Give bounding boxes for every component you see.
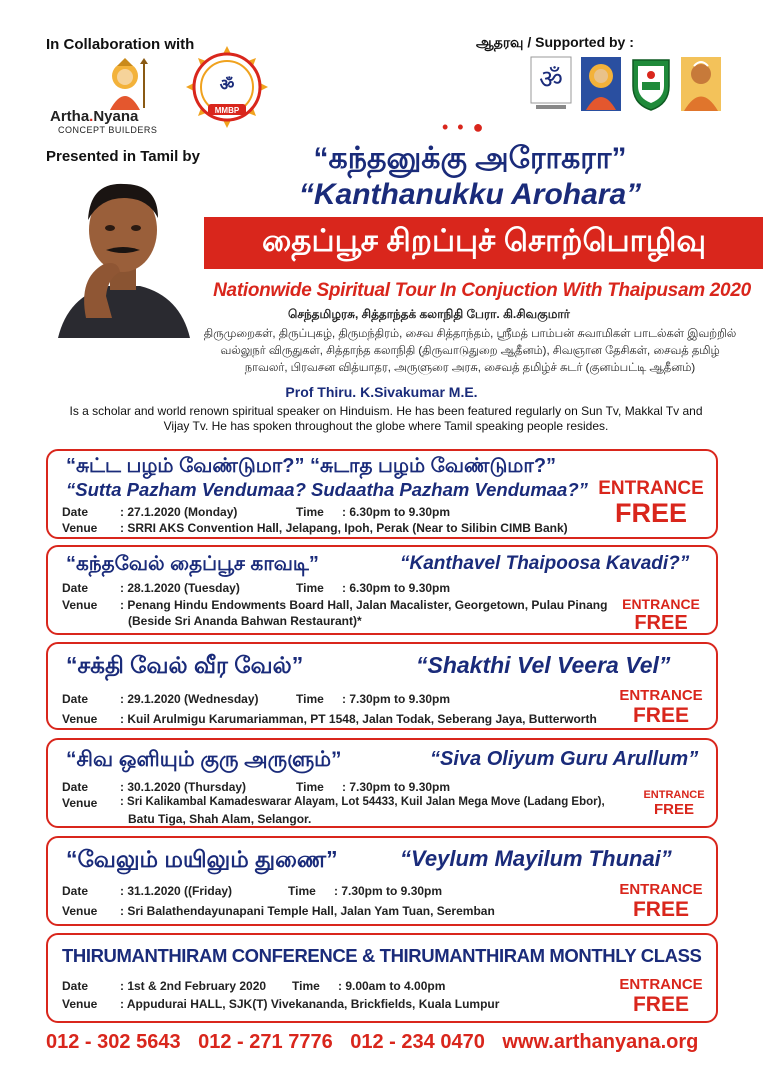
entrance-label: ENTRANCE bbox=[619, 976, 703, 993]
event-title-english: “Veylum Mayilum Thunai” bbox=[400, 846, 672, 871]
svg-text:ॐ: ॐ bbox=[539, 65, 563, 95]
mmbp-label: MMBP bbox=[214, 106, 240, 115]
date-label: Date bbox=[62, 979, 89, 993]
date-value: : 27.1.2020 (Monday) bbox=[120, 505, 238, 519]
time-label: Time bbox=[292, 979, 320, 993]
free-label: FREE bbox=[653, 801, 694, 818]
event-title-tamil: “சுட்ட பழம் வேண்டுமா?” “சுடாத பழம் வேண்டுமா?” bbox=[66, 455, 557, 477]
event-card bbox=[46, 545, 718, 635]
event-title-english: “Shakthi Vel Veera Vel” bbox=[416, 652, 671, 678]
speaker-portrait bbox=[48, 168, 198, 338]
date-label: Date bbox=[62, 505, 89, 519]
entrance-label: ENTRANCE bbox=[622, 596, 700, 612]
free-label: FREE bbox=[634, 612, 688, 634]
tour-subtitle: Nationwide Spiritual Tour In Conjuction With Thaipusam 2020 bbox=[213, 280, 751, 301]
time-label: Time bbox=[296, 581, 324, 595]
phone-number[interactable]: 012 - 302 5643 bbox=[46, 1031, 181, 1053]
presented-by-label: Presented in Tamil by bbox=[46, 148, 200, 165]
venue-value-line2: Batu Tiga, Shah Alam, Selangor. bbox=[128, 812, 312, 826]
contact-footer bbox=[46, 1031, 726, 1054]
venue-value-line2: (Beside Sri Ananda Bahwan Restaurant)* bbox=[128, 614, 362, 628]
collaboration-label: In Collaboration with bbox=[46, 36, 195, 53]
time-value: : 6.30pm to 9.30pm bbox=[342, 581, 451, 595]
date-label: Date bbox=[62, 581, 89, 595]
date-value: : 30.1.2020 (Thursday) bbox=[120, 780, 247, 794]
saint-portrait-logo-icon bbox=[680, 56, 722, 112]
venue-label: Venue bbox=[62, 712, 98, 726]
free-label: FREE bbox=[632, 993, 689, 1016]
deity-logo-icon bbox=[96, 58, 154, 110]
time-value: : 7.30pm to 9.30pm bbox=[334, 884, 443, 898]
venue-value: : SRRI AKS Convention Hall, Jelapang, Ipoh, Perak (Near to Silibin CIMB Bank) bbox=[120, 521, 568, 535]
entrance-free-badge bbox=[616, 882, 706, 920]
event-title-tamil: “வேலும் மயிலும் துணை” bbox=[66, 846, 338, 872]
date-value: : 31.1.2020 ((Friday) bbox=[120, 884, 233, 898]
date-value: : 28.1.2020 (Tuesday) bbox=[120, 581, 240, 595]
om-logo-icon bbox=[530, 56, 572, 112]
decorative-dots: • • ● bbox=[442, 117, 486, 137]
brand-subtitle: CONCEPT BUILDERS bbox=[58, 125, 158, 135]
svg-text:ॐ: ॐ bbox=[219, 75, 235, 94]
event-card bbox=[46, 738, 718, 828]
deity-portrait-logo-icon bbox=[580, 56, 622, 112]
event-card bbox=[46, 933, 718, 1023]
entrance-free-badge bbox=[642, 790, 706, 817]
event-title-english: “Kanthavel Thaipoosa Kavadi?” bbox=[400, 553, 690, 574]
venue-label: Venue bbox=[62, 521, 98, 535]
time-value: : 9.00am to 4.00pm bbox=[338, 979, 446, 993]
school-crest-logo-icon bbox=[630, 56, 672, 112]
venue-value: : Sri Balathendayunapani Temple Hall, Jalan Yam Tuan, Seremban bbox=[120, 904, 495, 918]
event-title-tamil: “கந்தவேல் தைப்பூச காவடி” bbox=[66, 553, 319, 575]
date-label: Date bbox=[62, 692, 89, 706]
entrance-label: ENTRANCE bbox=[643, 789, 705, 801]
venue-value: : Appudurai HALL, SJK(T) Vivekananda, Brickfields, Kuala Lumpur bbox=[120, 997, 500, 1011]
time-label: Time bbox=[296, 692, 324, 706]
time-label: Time bbox=[288, 884, 316, 898]
venue-label: Venue bbox=[62, 904, 98, 918]
entrance-label: ENTRANCE bbox=[598, 478, 704, 499]
free-label: FREE bbox=[632, 704, 689, 727]
tamil-description: திருமுறைகள், திருப்புகழ், திருமந்திரம், சைவ சித்தாந்தம், ஸ்ரீமத் பாம்பன் சுவாமிகள் பாடல்கள் இவற்றில் வல்லுநர் விருதுகள், சித்தாந்த கலாநிதி (திருவாடுதுறை ஆதீனம்), சிவஞான தேசிகள், சைவத் தமிழ் நாவலர், பிரவசன வித்யாதர, அருளுரை அரசு, சைவத் தமிழ்ச் சுடர் (குனம்பட்டி ஆதீனம்) bbox=[203, 328, 737, 374]
date-value: : 29.1.2020 (Wednesday) bbox=[120, 692, 259, 706]
date-label: Date bbox=[62, 884, 89, 898]
banner-text: தைப்பூச சிறப்புச் சொற்பொழிவு bbox=[261, 223, 707, 258]
event-title-tamil: “சக்தி வேல் வீர வேல்” bbox=[66, 652, 304, 678]
event-title-english: “Siva Oliyum Guru Arullum” bbox=[430, 748, 699, 770]
free-label: FREE bbox=[632, 898, 689, 921]
venue-value: : Sri Kalikambal Kamadeswarar Alayam, Lot 54433, Kuil Jalan Mega Move (Ladang Ebor), bbox=[120, 796, 605, 808]
event-card bbox=[46, 449, 718, 539]
title-banner bbox=[204, 217, 763, 269]
time-label: Time bbox=[296, 505, 324, 519]
brand-dot: . bbox=[89, 108, 94, 125]
phone-number[interactable]: 012 - 234 0470 bbox=[350, 1031, 485, 1053]
entrance-free-badge bbox=[616, 977, 706, 1015]
venue-label: Venue bbox=[62, 796, 98, 810]
date-value: : 1st & 2nd February 2020 bbox=[120, 979, 267, 993]
time-value: : 6.30pm to 9.30pm bbox=[342, 505, 451, 519]
entrance-label: ENTRANCE bbox=[619, 881, 703, 898]
tamil-credit: செந்தமிழரசு, சித்தாந்தக் கலாநிதி பேரா. கி.சிவகுமார் bbox=[288, 307, 570, 321]
event-title-english: THIRUMANTHIRAM CONFERENCE & THIRUMANTHIRAM MONTHLY CLASS bbox=[62, 945, 702, 966]
speaker-name: Prof Thiru. K.Sivakumar M.E. bbox=[285, 384, 478, 400]
website-link[interactable]: www.arthanyana.org bbox=[502, 1031, 699, 1053]
event-title-tamil: “சிவ ஒளியும் குரு அருளும்” bbox=[66, 748, 342, 771]
entrance-free-badge bbox=[596, 479, 706, 527]
phone-number[interactable]: 012 - 271 7776 bbox=[198, 1031, 333, 1053]
mmbp-logo-icon bbox=[186, 46, 268, 128]
entrance-label: ENTRANCE bbox=[619, 687, 703, 704]
entrance-free-badge bbox=[616, 597, 706, 633]
event-title-tamil: “கந்தனுக்கு அரோகரா” bbox=[313, 142, 627, 175]
time-value: : 7.30pm to 9.30pm bbox=[342, 780, 451, 794]
brand-name-part: Artha bbox=[50, 108, 90, 125]
venue-value: : Kuil Arulmigu Karumariamman, PT 1548, Jalan Todak, Seberang Jaya, Butterworth bbox=[120, 712, 597, 726]
event-title-english: “Sutta Pazham Vendumaa? Sudaatha Pazham Vendumaa?” bbox=[66, 479, 588, 500]
free-label: FREE bbox=[614, 498, 687, 528]
venue-value: : Penang Hindu Endowments Board Hall, Jalan Macalister, Georgetown, Pulau Pinang bbox=[120, 598, 608, 612]
speaker-bio: Is a scholar and world renown spiritual speaker on Hinduism. He has been featured regularly on Sun Tv, Makkal Tv and Vijay Tv. He has spoken throughout the globe where Tamil speaking people resides. bbox=[69, 404, 703, 433]
time-value: : 7.30pm to 9.30pm bbox=[342, 692, 451, 706]
venue-label: Venue bbox=[62, 997, 98, 1011]
event-card bbox=[46, 836, 718, 926]
entrance-free-badge bbox=[616, 688, 706, 726]
event-card bbox=[46, 642, 718, 730]
supported-by-label: ஆதரவு / Supported by : bbox=[476, 34, 634, 50]
time-label: Time bbox=[296, 780, 324, 794]
venue-label: Venue bbox=[62, 598, 98, 612]
event-title-english: “Kanthanukku Arohara” bbox=[298, 178, 642, 211]
brand-name-part: Nyana bbox=[93, 108, 139, 125]
date-label: Date bbox=[62, 780, 89, 794]
brand-name bbox=[50, 108, 138, 125]
